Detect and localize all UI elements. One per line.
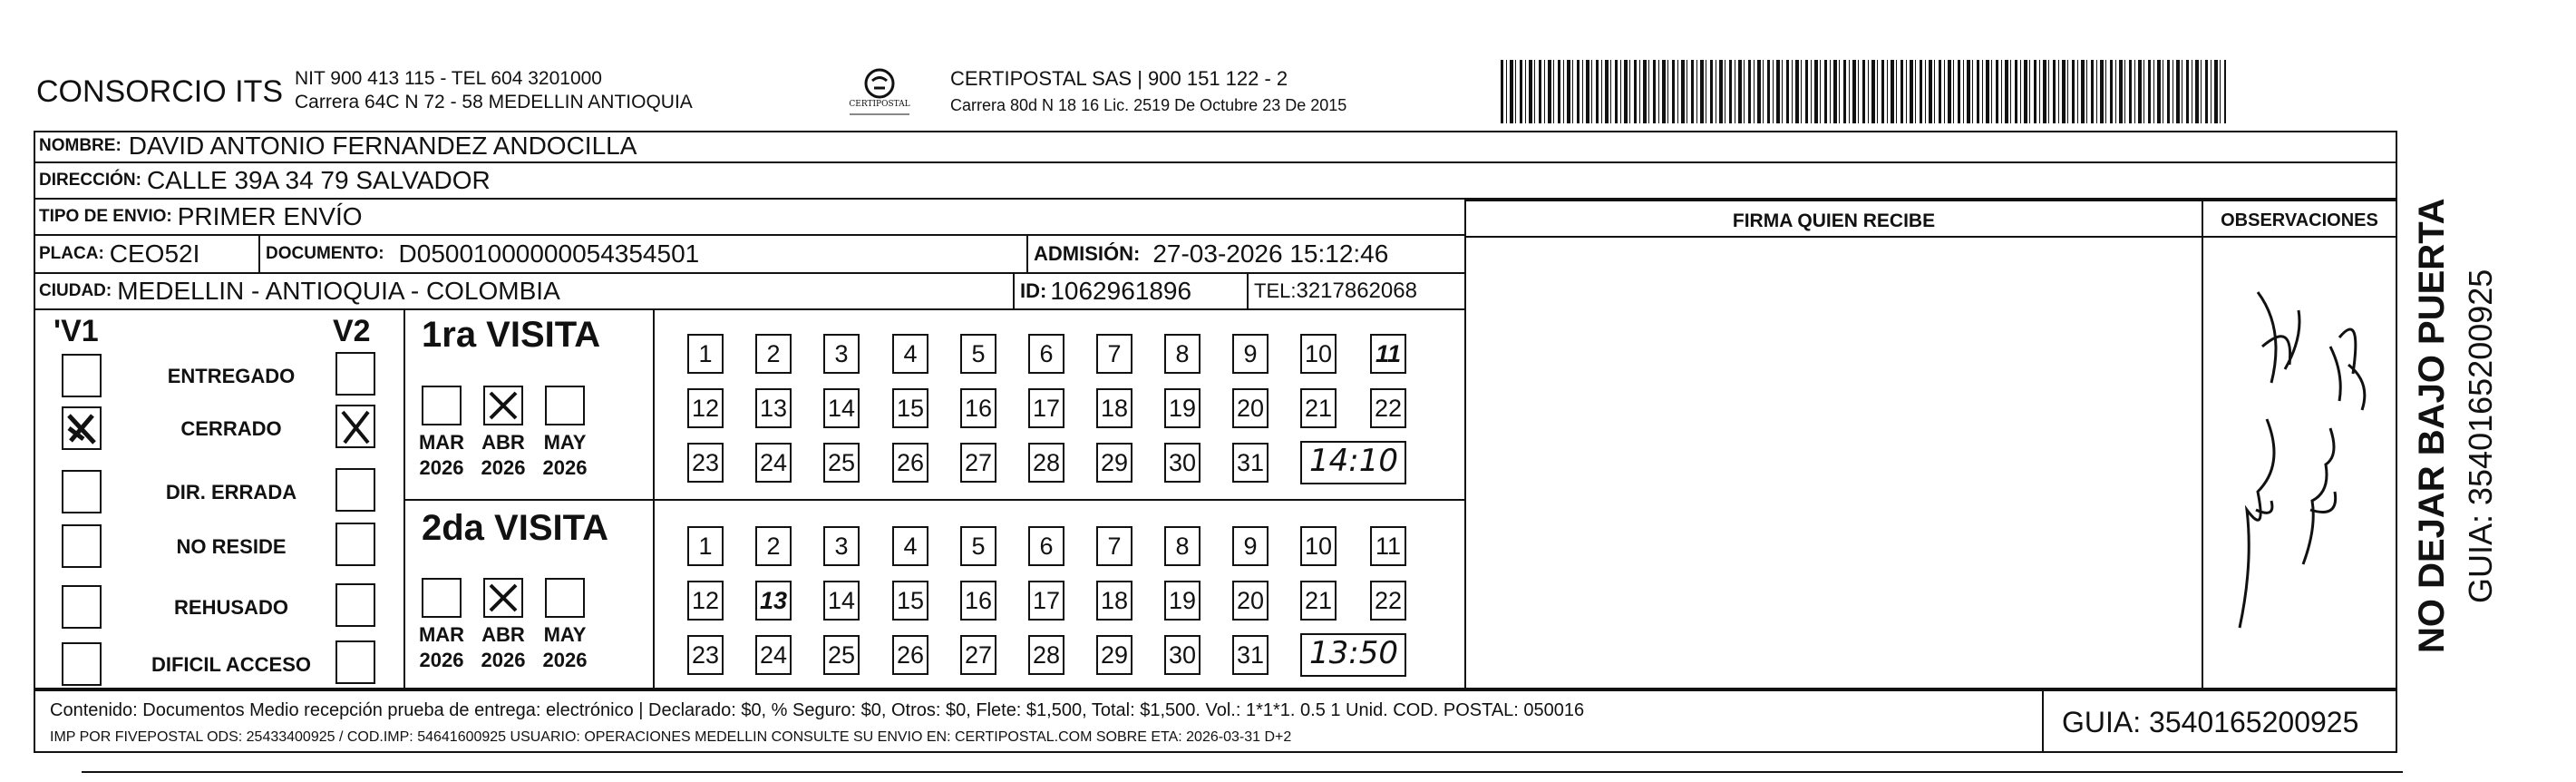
month-checkbox[interactable]	[545, 386, 585, 425]
firma-box	[1464, 200, 2203, 689]
day-box[interactable]: 5	[960, 334, 996, 374]
month-name: MAY	[543, 431, 587, 454]
status-label: ENTREGADO	[167, 365, 296, 387]
ciudad-cell	[34, 274, 1013, 308]
status-label: REHUSADO	[174, 596, 288, 619]
documento-value: D05001000000054354501	[398, 239, 700, 268]
day-box[interactable]: 29	[1096, 635, 1132, 675]
status-v2-checkbox[interactable]	[335, 523, 375, 566]
status-v1-checkbox[interactable]	[62, 585, 102, 629]
barcode	[1501, 60, 2226, 123]
day-box[interactable]: 22	[1370, 581, 1406, 621]
tel-value: 3217862068	[1296, 279, 1417, 303]
month-name: MAR	[418, 623, 465, 646]
day-box[interactable]: 20	[1232, 388, 1269, 428]
tipo-row	[34, 200, 1466, 236]
status-v1-checkbox[interactable]	[62, 354, 102, 397]
day-box[interactable]: 26	[892, 635, 928, 675]
company-name: CONSORCIO ITS	[36, 74, 284, 109]
tipo-value: PRIMER ENVÍO	[177, 202, 363, 230]
status-label: CERRADO	[180, 417, 282, 440]
placa-row	[34, 236, 1466, 274]
status-v1-checkbox[interactable]	[62, 524, 102, 568]
firma-label: FIRMA QUIEN RECIBE	[1732, 210, 1936, 231]
day-box[interactable]: 3	[823, 334, 860, 374]
day-box[interactable]: 23	[687, 443, 724, 483]
visit-1-title: 1ra VISITA	[422, 315, 601, 355]
day-box[interactable]: 26	[892, 443, 928, 483]
id-cell	[1013, 274, 1247, 308]
month-label	[471, 430, 535, 481]
day-box[interactable]: 6	[1028, 526, 1064, 566]
nombre-value: DAVID ANTONIO FERNANDEZ ANDOCILLA	[128, 132, 637, 160]
day-box[interactable]: 12	[687, 388, 724, 428]
day-box[interactable]: 15	[892, 388, 928, 428]
header	[0, 54, 2576, 136]
month-checkbox[interactable]	[545, 578, 585, 618]
day-box[interactable]: 10	[1300, 334, 1337, 374]
day-box[interactable]: 24	[755, 443, 792, 483]
month-checkbox[interactable]	[422, 386, 462, 425]
company-nit: NIT 900 413 115 - TEL 604 3201000	[295, 68, 602, 89]
month-label	[410, 430, 473, 481]
day-box[interactable]: 12	[687, 581, 724, 621]
status-label: DIR. ERRADA	[165, 481, 297, 503]
observaciones-handwriting	[2203, 238, 2396, 682]
nombre-row	[34, 131, 2397, 163]
documento-cell	[260, 236, 1026, 272]
logo-icon	[839, 65, 920, 122]
month-year: 2026	[542, 649, 588, 671]
day-box[interactable]: 8	[1164, 526, 1201, 566]
month-year: 2026	[542, 456, 588, 479]
status-v2-checkbox[interactable]	[335, 583, 375, 627]
status-v2-checkbox[interactable]	[335, 468, 375, 512]
admision-label: ADMISIÓN:	[1034, 242, 1141, 265]
day-box[interactable]: 3	[823, 526, 860, 566]
status-v1-checkbox[interactable]	[62, 642, 102, 686]
month-checkbox[interactable]	[483, 578, 523, 618]
footer-guia: GUIA: 3540165200925	[2062, 706, 2359, 738]
day-box[interactable]: 13	[755, 388, 792, 428]
status-v2-checkbox[interactable]	[335, 640, 375, 684]
month-label	[471, 622, 535, 673]
placa-label: PLACA:	[39, 244, 104, 263]
month-year: 2026	[481, 649, 526, 671]
day-box[interactable]: 27	[960, 635, 996, 675]
certipostal-logo	[839, 65, 920, 122]
month-name: MAY	[543, 623, 587, 646]
month-year: 2026	[419, 649, 464, 671]
footer-content-line: Contenido: Documentos Medio recepción prueba de entrega: electrónico | Declarado: $0, % Seguro: $0, Otros: $0, Flete: $1,500, Total: $1,500. Vol.: 1*1*1. 0.5 1 Unid. COD. POSTAL: 050016	[50, 700, 1585, 720]
footer	[34, 689, 2397, 753]
day-box[interactable]: 10	[1300, 526, 1337, 566]
direccion-row	[34, 163, 2397, 200]
month-label	[410, 622, 473, 673]
side-guia: GUIA: 3540165200925	[2462, 269, 2499, 603]
ciudad-value: MEDELLIN - ANTIOQUIA - COLOMBIA	[117, 277, 560, 305]
day-box[interactable]: 18	[1096, 581, 1132, 621]
day-box[interactable]: 25	[823, 443, 860, 483]
day-box[interactable]: 7	[1096, 526, 1132, 566]
observaciones-box	[2202, 200, 2397, 689]
day-box[interactable]: 8	[1164, 334, 1201, 374]
day-box[interactable]: 31	[1232, 443, 1269, 483]
day-box[interactable]: 16	[960, 581, 996, 621]
day-box[interactable]: 21	[1300, 581, 1337, 621]
day-box[interactable]: 1	[687, 334, 724, 374]
day-box[interactable]: 11	[1370, 526, 1406, 566]
visit-time: 13:50	[1309, 635, 1398, 671]
carrier-name: CERTIPOSTAL SAS | 900 151 122 - 2	[950, 67, 1288, 90]
day-box[interactable]: 2	[755, 526, 792, 566]
day-box[interactable]: 7	[1096, 334, 1132, 374]
day-box[interactable]: 6	[1028, 334, 1064, 374]
day-box[interactable]: 28	[1028, 443, 1064, 483]
nombre-label: NOMBRE:	[39, 136, 122, 155]
day-box[interactable]: 19	[1164, 388, 1201, 428]
ciudad-label: CIUDAD:	[39, 281, 112, 300]
placa-cell	[34, 236, 260, 272]
visit-time: 14:10	[1309, 443, 1398, 479]
direccion-value: CALLE 39A 34 79 SALVADOR	[146, 166, 491, 194]
status-v1-checkbox[interactable]	[62, 470, 102, 513]
day-box[interactable]: 9	[1232, 526, 1269, 566]
visit-divider	[653, 308, 655, 689]
footer-guia-cell	[2042, 691, 2397, 751]
day-box[interactable]: 31	[1232, 635, 1269, 675]
side-warning: NO DEJAR BAJO PUERTA	[2412, 198, 2452, 653]
day-box[interactable]: 19	[1164, 581, 1201, 621]
admision-cell	[1026, 236, 1466, 272]
month-name: MAR	[418, 431, 465, 454]
observaciones-label: OBSERVACIONES	[2221, 210, 2378, 230]
month-checkbox[interactable]	[483, 386, 523, 425]
day-box[interactable]: 14	[823, 581, 860, 621]
day-box[interactable]: 17	[1028, 581, 1064, 621]
visit-2-title: 2da VISITA	[422, 508, 608, 548]
day-box[interactable]: 1	[687, 526, 724, 566]
day-box[interactable]: 16	[960, 388, 996, 428]
company-address: Carrera 64C N 72 - 58 MEDELLIN ANTIOQUIA	[295, 92, 693, 112]
day-box[interactable]: 29	[1096, 443, 1132, 483]
bottom-rule	[82, 771, 2403, 773]
day-box[interactable]: 30	[1164, 635, 1201, 675]
status-label: DIFICIL ACCESO	[151, 653, 311, 676]
tel-label: TEL:	[1254, 279, 1297, 302]
ciudad-row	[34, 274, 1466, 310]
day-box[interactable]: 20	[1232, 581, 1269, 621]
day-box[interactable]: 18	[1096, 388, 1132, 428]
day-box[interactable]: 23	[687, 635, 724, 675]
day-box[interactable]: 21	[1300, 388, 1337, 428]
day-box[interactable]: 4	[892, 526, 928, 566]
month-label	[533, 430, 597, 481]
status-v2-checkbox[interactable]	[335, 405, 375, 448]
month-year: 2026	[481, 456, 526, 479]
id-value: 1062961896	[1050, 277, 1192, 305]
month-checkbox[interactable]	[422, 578, 462, 618]
month-name: ABR	[481, 623, 525, 646]
day-box[interactable]: 27	[960, 443, 996, 483]
tipo-label: TIPO DE ENVIO:	[39, 207, 172, 226]
day-box[interactable]: 30	[1164, 443, 1201, 483]
day-box[interactable]: 4	[892, 334, 928, 374]
month-name: ABR	[481, 431, 525, 454]
v2-label: V2	[333, 314, 371, 348]
status-v1-checkbox[interactable]	[62, 406, 102, 450]
day-box[interactable]: 22	[1370, 388, 1406, 428]
admision-value: 27-03-2026 15:12:46	[1152, 239, 1389, 268]
id-label: ID:	[1020, 279, 1047, 302]
tel-cell	[1247, 274, 1466, 308]
status-v2-checkbox[interactable]	[335, 352, 375, 396]
day-box[interactable]: 15	[892, 581, 928, 621]
month-label	[533, 622, 597, 673]
logo-text: CERTIPOSTAL	[849, 100, 910, 109]
day-box[interactable]: 17	[1028, 388, 1064, 428]
documento-label: DOCUMENTO:	[266, 244, 384, 263]
day-box[interactable]: 9	[1232, 334, 1269, 374]
day-box[interactable]: 25	[823, 635, 860, 675]
carrier-license: Carrera 80d N 18 16 Lic. 2519 De Octubre 23 De 2015	[950, 96, 1347, 114]
day-box[interactable]: 13	[755, 581, 792, 621]
day-box[interactable]: 28	[1028, 635, 1064, 675]
placa-value: CEO52I	[109, 239, 200, 268]
month-year: 2026	[419, 456, 464, 479]
status-label: NO RESIDE	[176, 535, 287, 558]
day-box[interactable]: 24	[755, 635, 792, 675]
day-box[interactable]: 2	[755, 334, 792, 374]
day-box[interactable]: 5	[960, 526, 996, 566]
day-box[interactable]: 14	[823, 388, 860, 428]
v1-label: 'V1	[53, 314, 99, 348]
footer-imp-line: IMP POR FIVEPOSTAL ODS: 25433400925 / COD.IMP: 54641600925 USUARIO: OPERACIONES MEDELLIN CONSULTE SU ENVIO EN: CERTIPOSTAL.COM SOBRE ETA: 2026-03-31 D+2	[50, 729, 1292, 745]
day-box[interactable]: 11	[1370, 334, 1406, 374]
direccion-label: DIRECCIÓN:	[39, 171, 141, 190]
